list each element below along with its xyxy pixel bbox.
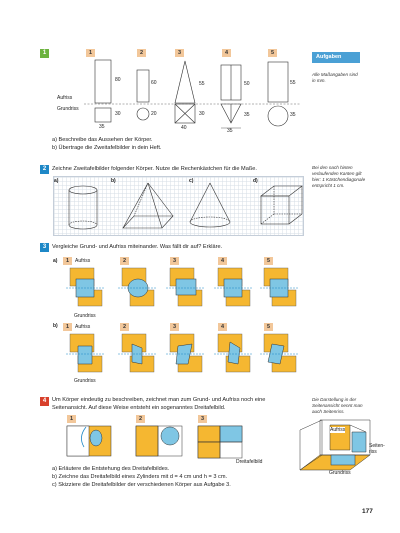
dim-label: 50	[244, 81, 250, 87]
label-dreitafelbild: Dreitafelbild	[236, 459, 263, 465]
figure-number: 1	[63, 257, 72, 265]
figure-number: 5	[264, 323, 273, 331]
dim-label: 20	[151, 111, 157, 117]
task1-b: b) Übertrage die Zweitafelbilder in dein Heft.	[52, 145, 162, 151]
figure-number: 4	[218, 257, 227, 265]
label-aufriss: Aufriss	[57, 95, 73, 101]
task4-text1: Um Körper eindeutig zu beschreiben, zeichnet man zum Grund- und Aufriss noch eine	[52, 397, 266, 403]
side-note-2: Bei den nach hinten verlaufenden Kanten gilt hier: 1 Kästchendiagonale entspricht 1 cm.	[312, 165, 366, 188]
part-label: c)	[189, 178, 194, 184]
figure-number: 3	[175, 49, 184, 57]
dim-label: 40	[181, 125, 187, 131]
figure-number: 2	[136, 415, 145, 423]
figure-number: 2	[120, 257, 129, 265]
figure-number: 2	[120, 323, 129, 331]
label-aufriss: Aufriss	[75, 258, 91, 264]
dim-label: 35	[99, 124, 105, 130]
figure-number: 2	[137, 49, 146, 57]
label-grundriss: Grundriss	[57, 106, 79, 112]
row-label: b)	[53, 323, 58, 329]
part-label: a)	[54, 178, 59, 184]
figure-number: 1	[63, 323, 72, 331]
task4-a: a) Erläutere die Entstehung des Dreitafelbildes.	[52, 466, 170, 472]
task1-a: a) Beschreibe das Aussehen der Körper.	[52, 137, 153, 143]
figure-number: 1	[67, 415, 76, 423]
dim-label: 35	[290, 112, 296, 118]
box-grundriss: Grundriss	[329, 470, 351, 476]
task4-c: c) Skizziere die Dreitafelbilder der verschiedenen Körper aus Aufgabe 3.	[52, 482, 231, 488]
figure-number: 1	[86, 49, 95, 57]
figure-number: 3	[198, 415, 207, 423]
label-grundriss: Grundriss	[74, 313, 96, 319]
dim-label: 55	[199, 81, 205, 87]
label-grundriss: Grundriss	[74, 378, 96, 384]
dim-label: 30	[199, 111, 205, 117]
part-label: d)	[253, 178, 258, 184]
row-label: a)	[53, 258, 58, 264]
dim-label: 55	[290, 80, 296, 86]
task-number: 2	[40, 165, 49, 174]
figure-number: 3	[170, 323, 179, 331]
figure-number: 5	[264, 257, 273, 265]
figure-number: 5	[268, 49, 277, 57]
dim-label: 60	[151, 80, 157, 86]
box-aufriss: Aufriss	[330, 427, 346, 433]
figure-number: 4	[218, 323, 227, 331]
task2-text: Zeichne Zweitafelbilder folgender Körper. Nutze die Rechenkästchen für die Maße.	[52, 166, 257, 172]
figure-number: 3	[170, 257, 179, 265]
dim-label: 35	[244, 112, 250, 118]
task3-text: Vergleiche Grund- und Aufriss miteinander. Was fällt dir auf? Erkläre.	[52, 244, 223, 250]
task4-b: b) Zeichne das Dreitafelbild eines Zylinders mit d = 4 cm und h = 3 cm.	[52, 474, 228, 480]
box-seitenriss: Seiten- riss	[369, 443, 385, 455]
side-note-3: Die Darstellung in der Seitenansicht nennt man auch Seitenriss.	[312, 397, 363, 414]
label-aufriss: Aufriss	[75, 324, 91, 330]
side-note-1: Alle Maßangaben sind in mm.	[312, 72, 358, 83]
page-number: 177	[362, 508, 373, 515]
task-number: 3	[40, 243, 49, 252]
dim-label: 80	[115, 77, 121, 83]
task-number: 1	[40, 49, 49, 58]
part-label: b)	[111, 178, 116, 184]
dim-label: 30	[115, 111, 121, 117]
figure-number: 4	[222, 49, 231, 57]
sidebar-tag: Aufgaben	[312, 52, 360, 63]
dim-label: 35	[227, 128, 233, 134]
task-number: 4	[40, 397, 49, 406]
task4-text2: Seitenansicht. Auf diese Weise entsteht ein sogenanntes Dreitafelbild.	[52, 405, 226, 411]
